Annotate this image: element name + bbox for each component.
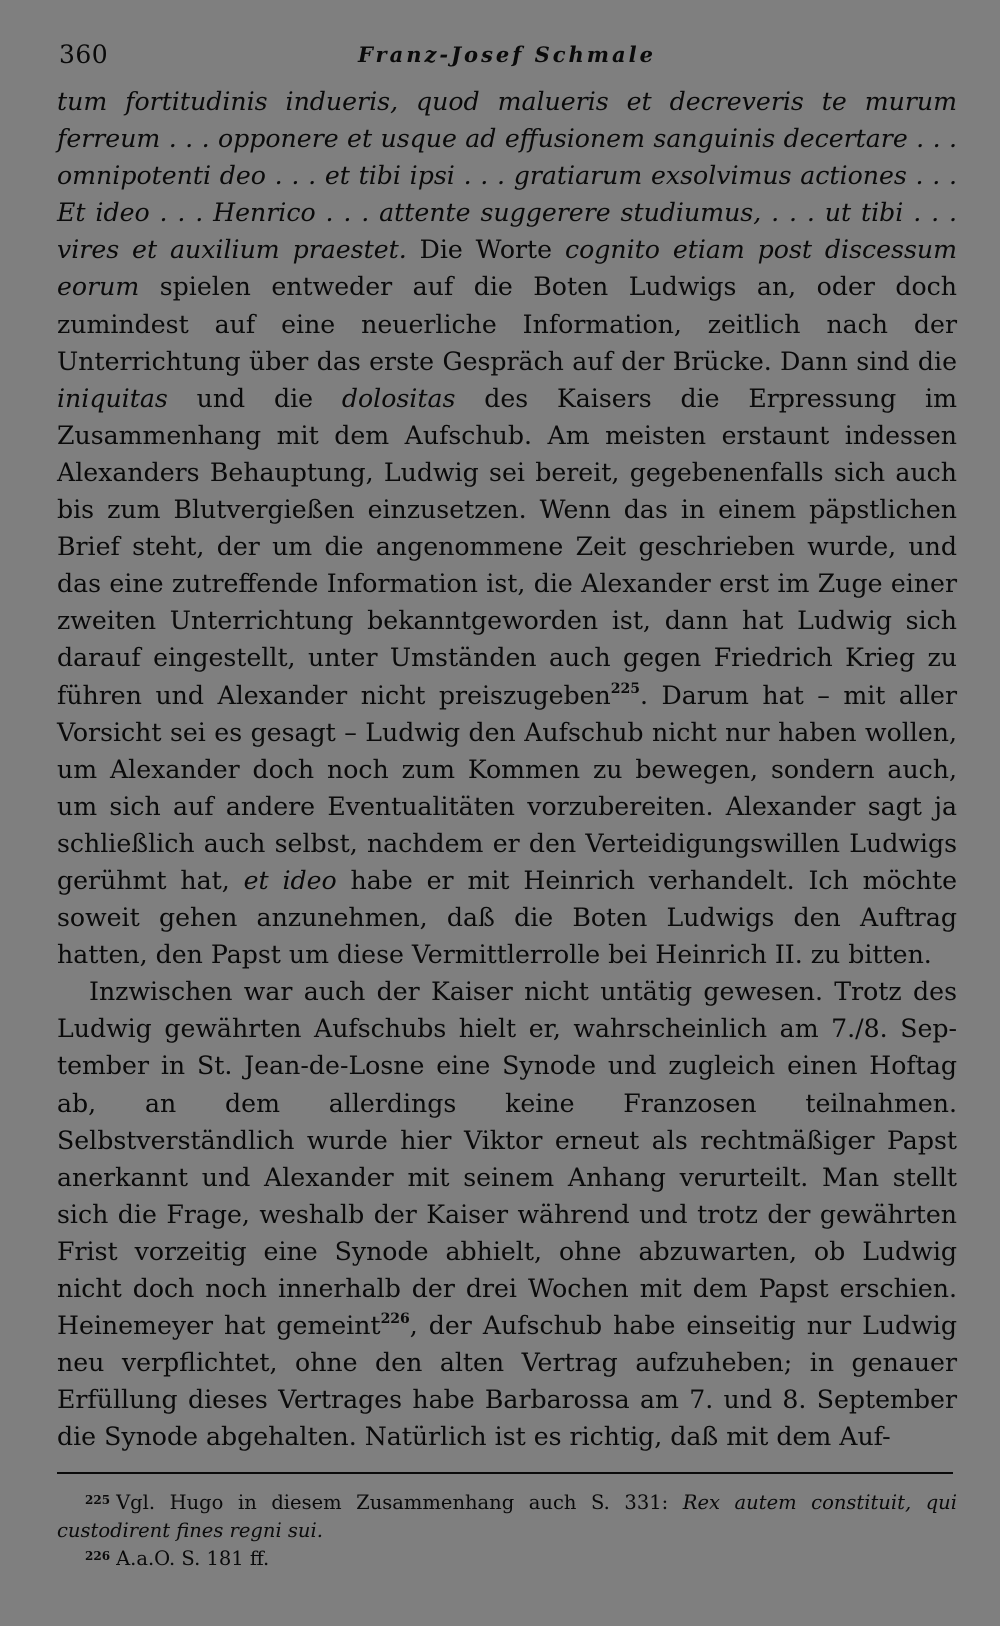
text-run: Die Worte <box>406 235 565 265</box>
paragraph <box>57 973 957 1455</box>
text-run: spielen entweder auf die Boten Ludwigs an, oder doch zumindest auf eine neuerliche Information, zeitlich nach der Unterrichtung über das erste Gespräch auf der Brücke. Dann sind die <box>57 272 957 376</box>
text-run: habe er mit Heinrich verhandelt. Ich möchte soweit gehen anzunehmen, daß die Boten Ludwigs den Auftrag hatten, den Papst um diese Vermittlerrolle bei Heinrich II. zu bitten. <box>57 865 957 970</box>
text-run: . Darum hat – mit aller Vorsicht sei es gesagt – Ludwig den Aufschub nicht nur haben wollen, um Alexander doch noch zum Kommen zu bewegen, sondern auch, um sich auf andere Eventualitäten vorzubereiten. Alexander sagt ja schließlich auch selbst, nachdem er den Verteidigungswillen Ludwigs gerühmt hat, <box>57 680 958 895</box>
footnote-quotation: Rex autem constituit, qui custodirent fines regni sui. <box>57 1491 957 1543</box>
text-run: und die <box>167 383 342 413</box>
latin-term: et ideo <box>243 865 337 895</box>
footnote-number: 226 <box>85 1549 111 1564</box>
footnote-reference[interactable]: 225 <box>610 680 640 697</box>
paragraph <box>57 83 957 973</box>
book-page <box>57 38 957 1598</box>
running-head: Franz-Josef Schmale <box>358 42 656 67</box>
footnote-text: Vgl. Hugo in diesem Zusammenhang auch S. 331: <box>116 1491 683 1515</box>
latin-quotation: tum fortitudinis indueris, quod malueris et decreveris te murum ferreum . . . opponere et usque ad effusionem sanguinis decertare . . . omnipotenti deo . . . et tibi ipsi . . . gratiarum exsolvimus actiones . . . Et ideo . . . Henrico . . . attente suggerere studiumus, . . . ut tibi . . . vires et auxilium praestet. <box>57 87 957 265</box>
footnote-reference[interactable]: 226 <box>380 1311 410 1328</box>
footnote <box>57 1545 957 1573</box>
page-header <box>57 38 957 78</box>
page-number: 360 <box>59 40 109 69</box>
footnote-number: 225 <box>85 1493 111 1508</box>
body-text <box>57 83 957 1455</box>
text-run: Inzwischen war auch der Kaiser nicht untätig gewesen. Trotz des Ludwig gewährten Aufschubs hielt er, wahrscheinlich am 7./8. September in St. Jean-de-Losne eine Synode und zugleich einen Hoftag ab, an dem allerdings keine Franzosen teilnahmen. Selbstverständlich wurde hier Viktor erneut als rechtmäßiger Papst anerkannt und Alexander mit seinem Anhang verurteilt. Man stellt sich die Frage, weshalb der Kaiser während und trotz der gewährten Frist vorzeitig eine Synode abhielt, ohne abzuwarten, ob Ludwig nicht doch noch innerhalb der drei Wochen mit dem Papst erschien. Heinemeyer hat gemeint <box>57 977 957 1341</box>
latin-term: dolositas <box>341 383 456 413</box>
footnote <box>57 1489 957 1545</box>
footnote-divider <box>57 1472 953 1474</box>
latin-term: iniquitas <box>57 383 168 413</box>
text-run: , der Aufschub habe einseitig nur Ludwig neu verpflichtet, ohne den alten Vertrag aufzuheben; in genauer Erfüllung dieses Vertrages habe Barbarossa am 7. und 8. September die Synode abgehalten. Natürlich ist es richtig, daß mit dem Auf- <box>57 1311 957 1452</box>
latin-quotation: cognito etiam post discessum eorum <box>57 235 957 302</box>
footnotes <box>57 1489 957 1573</box>
text-run: des Kaisers die Erpressung im Zusammenhang mit dem Aufschub. Am meisten erstaunt indessen Alexanders Behauptung, Ludwig sei bereit, gegebenenfalls sich auch bis zum Blutvergießen einzusetzen. Wenn das in einem päpstlichen Brief steht, der um die angenommene Zeit geschrieben wurde, und das eine zutreffende Information ist, die Alexander erst im Zuge einer zweiten Unterrichtung bekanntgeworden ist, dann hat Ludwig sich darauf eingestellt, unter Umständen auch gegen Friedrich Krieg zu führen und Alexander nicht preiszugeben <box>57 383 957 710</box>
footnote-text: A.a.O. S. 181 ff. <box>116 1547 270 1571</box>
